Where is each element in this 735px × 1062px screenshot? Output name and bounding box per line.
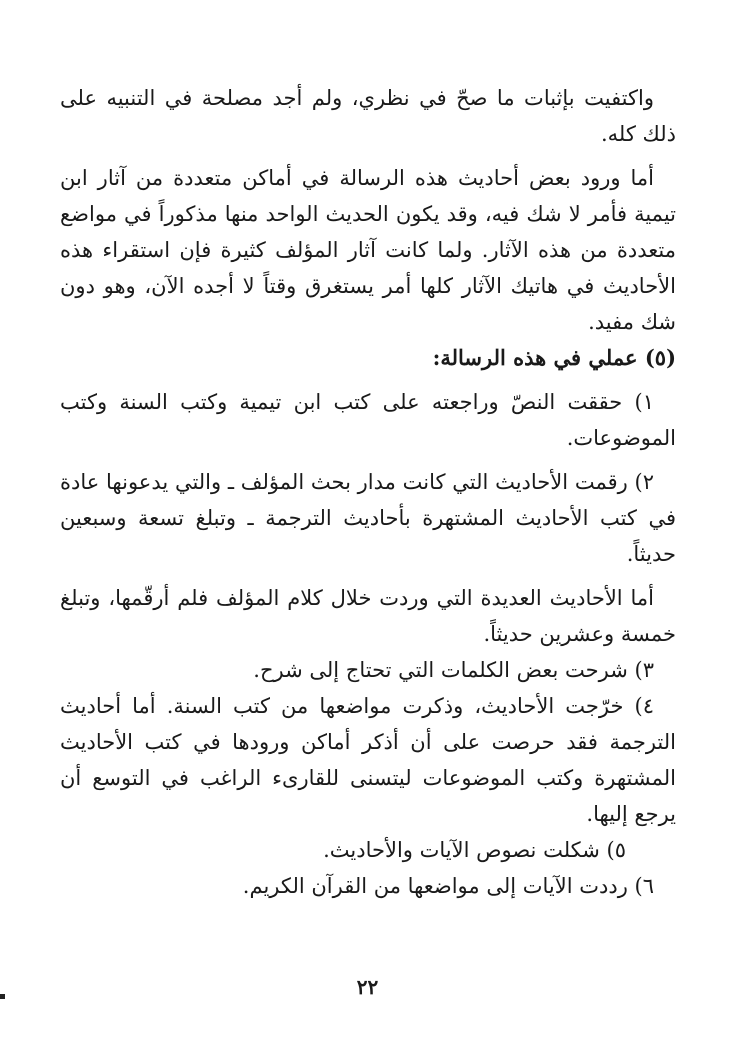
page-number: ٢٢ [356, 975, 379, 999]
work-item-1: ١) حققت النصّ وراجعته على كتب ابن تيمية وكتب السنة وكتب الموضوعات. [60, 390, 676, 450]
intro-paragraph-2: أما ورود بعض أحاديث هذه الرسالة في أماكن متعددة من آثار ابن تيمية فأمر لا شك فيه، وقد يكون الحديث الواحد منها مذكوراً في مواضع متعددة من هذه الآثار. ولما كانت آثار المؤلف كثيرة فإن استقراء هذه الأحاديث في هاتيك الآثار كلها أمر يستغرق وقتاً لا أجده الآن، وهو دون شك مفيد. [60, 166, 676, 334]
intro-paragraph-1: واكتفيت بإثبات ما صحّ في نظري، ولم أجد مصلحة في التنبيه على ذلك كله. [60, 86, 676, 146]
work-item-5: ٥) شكلت نصوص الآيات والأحاديث. [323, 838, 626, 862]
work-item-2-note: أما الأحاديث العديدة التي وردت خلال كلام المؤلف فلم أرقّمها، وتبلغ خمسة وعشرين حديثاً. [60, 586, 676, 646]
work-item-6: ٦) رددت الآيات إلى مواضعها من القرآن الكريم. [242, 874, 654, 898]
page-body [60, 80, 676, 904]
work-item-2: ٢) رقمت الأحاديث التي كانت مدار بحث المؤلف ـ والتي يدعونها عادة في كتب الأحاديث المشتهرة بأحاديث الترجمة ـ وتبلغ تسعة وسبعين حديثاً. [60, 470, 676, 566]
section-heading: (٥) عملي في هذه الرسالة: [432, 345, 676, 370]
scan-edge-mark [0, 994, 5, 999]
work-item-4: ٤) خرّجت الأحاديث، وذكرت مواضعها من كتب السنة. أما أحاديث الترجمة فقد حرصت على أن أذكر أماكن ورودها في كتب الأحاديث المشتهرة وكتب الموضوعات ليتسنى للقارىء الراغب في التوسع أن يرجع إليها. [60, 694, 676, 826]
work-item-3: ٣) شرحت بعض الكلمات التي تحتاج إلى شرح. [253, 658, 654, 682]
